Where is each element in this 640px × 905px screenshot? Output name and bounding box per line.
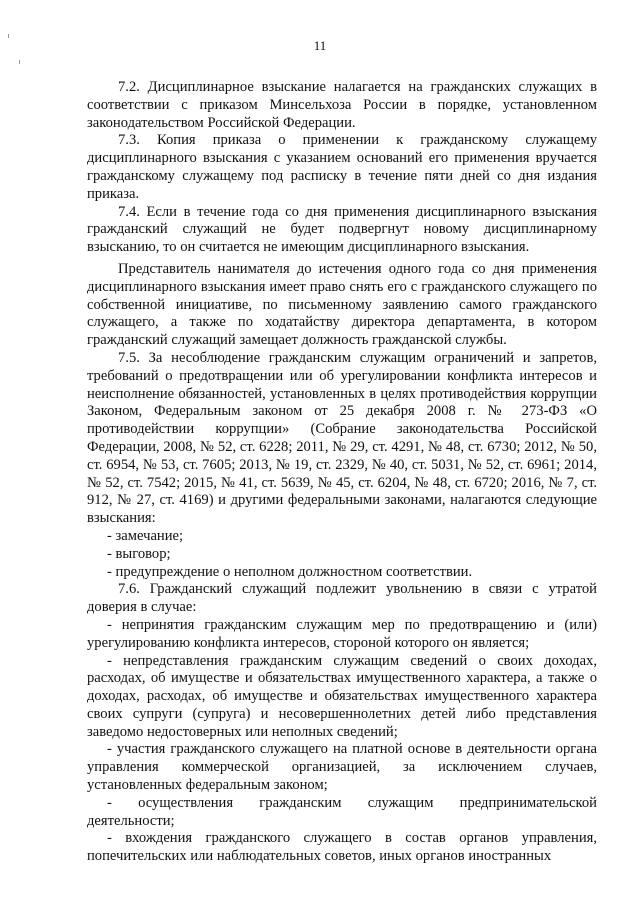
page-number: 11: [313, 38, 327, 53]
paragraph-7-5: 7.5. За несоблюдение гражданским служащим ограничений и запретов, требований о предотвращении или об урегулировании конфликта интересов и неисполнение обязанностей, установленных в целях противодействия коррупции Законом, Федеральным законом от 25 декабря 2008 г. № 273-ФЗ «О противодействии коррупции» (Собрание законодательства Российской Федерации, 2008, № 52, ст. 6228; 2011, № 29, ст. 4291, № 48, ст. 6730; 2012, № 50, ст. 6954, № 53, ст. 7605; 2013, № 19, ст. 2329, № 40, ст. 5031, № 52, ст. 6961; 2014, № 52, ст. 7542; 2015, № 41, ст. 5639, № 45, ст. 6204, № 48, ст. 6720; 2016, № 7, ст. 912, № 27, ст. 4169) и другими федеральными законами, налагаются следующие взыскания:: [87, 349, 597, 527]
scan-mark: [19, 60, 20, 64]
paragraph-7-2: 7.2. Дисциплинарное взыскание налагается на гражданских служащих в соответствии с приказом Минсельхоза России в порядке, установленном законодательством Российской Федерации.: [87, 79, 597, 131]
document-body: [87, 79, 597, 866]
list-item: - предупреждение о неполном должностном соответствии.: [107, 563, 473, 580]
list-item: - осуществления гражданским служащим предпринимательской деятельности;: [87, 794, 597, 829]
list-item: - выговор;: [107, 545, 171, 562]
paragraph-7-3: 7.3. Копия приказа о применении к гражданскому служащему дисциплинарного взыскания с указанием оснований его применения вручается гражданскому служащему под расписку в течение пяти дней со дня издания приказа.: [87, 132, 597, 202]
list-item: - участия гражданского служащего на платной основе в деятельности органа управления коммерческой организацией, за исключением случаев, установленных федеральным законом;: [87, 741, 597, 794]
paragraph-removal: Представитель нанимателя до истечения одного года со дня применения дисциплинарного взыскания имеет право снять его с гражданского служащего по собственной инициативе, по письменному заявлению самого гражданского служащего, а также по ходатайству директора департамента, в котором гражданский служащий замещает должность гражданской службы.: [87, 260, 597, 349]
paragraph-7-6: 7.6. Гражданский служащий подлежит увольнению в связи с утратой доверия в случае:: [87, 581, 597, 616]
list-item: - непредставления гражданским служащим сведений о своих доходах, расходах, об имуществе и обязательствах имущественного характера, а также о доходах, расходах, об имуществе и обязательствах имущественного характера своих супруги (супруга) и несовершеннолетних детей либо представления заведомо недостоверных или неполных сведений;: [87, 652, 597, 740]
paragraph-7-4: 7.4. Если в течение года со дня применения дисциплинарного взыскания гражданский служащий не будет подвергнут новому дисциплинарному взысканию, то он считается не имеющим дисциплинарного взыскания.: [87, 203, 597, 256]
list-item: - вхождения гражданского служащего в состав органов управления, попечительских или наблюдательных советов, иных органов иностранных: [87, 830, 597, 865]
list-item: - замечание;: [107, 527, 184, 544]
list-item: - непринятия гражданским служащим мер по предотвращению и (или) урегулированию конфликта интересов, стороной которого он является;: [87, 616, 597, 651]
